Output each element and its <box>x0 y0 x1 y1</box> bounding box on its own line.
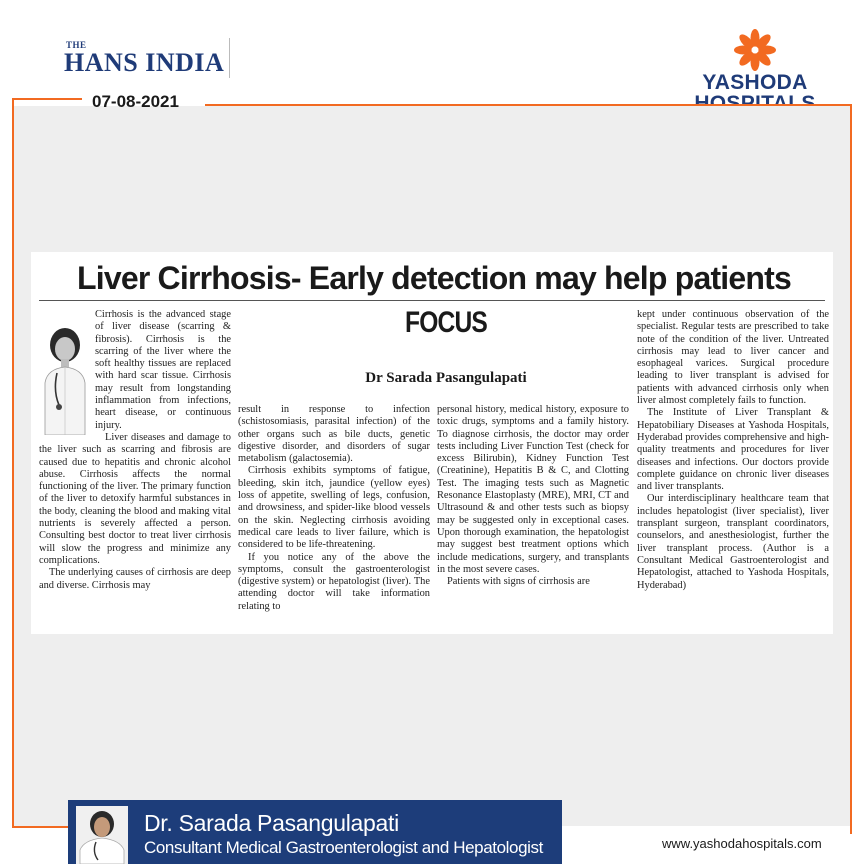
col4-paragraph: Our interdisciplinary healthcare team that includes hepatologist (liver specialist), liver transplant surgeon, transplant coordinators, counselors, and anesthesiologist, further the liver transplant process. (Author is a Consultant Medical Gastroenterologist and Hepatologist, attached to Yashoda Hospitals, Hyderabad) <box>637 493 829 591</box>
website-link[interactable]: www.yashodahospitals.com <box>662 836 822 851</box>
frame-line <box>12 98 82 100</box>
hospital-name-line1: YASHODA <box>702 71 808 94</box>
frame-line <box>12 98 14 828</box>
col1-paragraph: Liver diseases and damage to the liver such as scarring and fibrosis are caused due to hepatitis and chronic alcohol abuse. Cirrhosis affects the normal functioning of the liver. The primary function of the liver to detoxify harmful substances in the body, cleaning the blood and making vital nutrients is severely affected a person. Consulting best doctor to treat liver cirrhosis will slow the progress and minimize any complications. <box>39 431 231 566</box>
doctor-portrait-icon <box>39 323 91 435</box>
col3-paragraph: Patients with signs of cirrhosis are <box>447 576 590 588</box>
flower-icon <box>733 28 777 72</box>
section-label: FOCUS <box>405 306 487 339</box>
article-byline: Dr Sarada Pasangulapati <box>365 370 527 386</box>
frame-line <box>12 826 72 828</box>
col4-paragraph: kept under continuous observation of the specialist. Regular tests are prescribed to take note of the condition of the liver. Untreated cirrhosis may lead to liver cancer and esophageal varices. Surgical procedure leading to liver transplant is advised for patients with advanced cirrhosis only when liver almost completely fails to function. <box>637 309 829 407</box>
logo-divider <box>229 38 230 78</box>
frame-line <box>850 104 852 834</box>
article-column-3 <box>437 404 629 588</box>
hans-india-logo <box>62 38 230 78</box>
doctor-photo <box>76 806 128 864</box>
col2-paragraph: If you notice any of the above the symptoms, consult the gastroenterologist (digestive system) or hepatologist (liver). The attending doctor will take information relating to <box>238 551 430 612</box>
col2-paragraph: result in response to infection (schistosomiasis, parasital infection) of the other organs such as bile ducts, genetic digestive disorder, and disorders of sugar metabolism (galactosemia). <box>238 404 430 465</box>
article-column-4 <box>637 309 829 592</box>
col4-paragraph: The Institute of Liver Transplant & Hepatobiliary Diseases at Yashoda Hospitals, Hyderabad provides comprehensive and high-quality treatments and procedures for liver diseases and infections. Our doctors provide complete guidance on chronic liver diseases and liver transplants. <box>637 407 829 493</box>
publisher-name: HANS INDIA <box>64 48 225 77</box>
newspaper-clipping <box>31 252 833 634</box>
col2-paragraph: Cirrhosis exhibits symptoms of fatigue, bleeding, skin itch, jaundice (yellow eyes) loss of appetite, swelling of legs, confusion, and drowsiness, and spider-like blood vessels on the skin. Neglecting cirrhosis avoiding medical care leads to liver failure, which is considered to be life-threatening. <box>238 465 430 551</box>
doctor-avatar-icon <box>76 806 128 864</box>
col1-paragraph: Cirrhosis is the advanced stage of liver disease (scarring & fibrosis). Cirrhosis is the scarring of the liver where the soft healthy tissues are replaced with hard scar tissue. Cirrhosis may result from longstanding inflammation from infections, heart disease, or continuous injury. <box>95 309 231 431</box>
article-headline: Liver Cirrhosis- Early detection may help patients <box>76 260 791 296</box>
col3-paragraph: personal history, medical history, exposure to toxic drugs, symptoms and a family history. To diagnose cirrhosis, the doctor may order tests including Liver Function Test (check for excess Bilirubin), Kidney Function Test (Creatinine), Hepatitis B & C, and Clotting Test. The imaging tests such as Magnetic Resonance Elastoplasty (MRE), MRI, CT and Ultrasound & and other tests such as biopsy may be suggested only in exceptional cases. Upon thorough examination, the hepatologist may suggest best treatment options which include medications, surgery, and transplants in the most severe cases. <box>437 404 629 575</box>
article-column-1 <box>39 309 231 592</box>
publication-date: 07-08-2021 <box>92 92 179 111</box>
frame-line <box>205 104 852 106</box>
headline-rule <box>39 300 825 301</box>
col1-paragraph: The underlying causes of cirrhosis are deep and diverse. Cirrhosis may <box>39 567 231 591</box>
doctor-title: Consultant Medical Gastroenterologist and Hepatologist <box>144 838 543 857</box>
article-column-2 <box>238 404 430 613</box>
doctor-name: Dr. Sarada Pasangulapati <box>144 810 399 836</box>
doctor-banner <box>68 800 562 864</box>
publisher-the: THE <box>66 40 87 50</box>
